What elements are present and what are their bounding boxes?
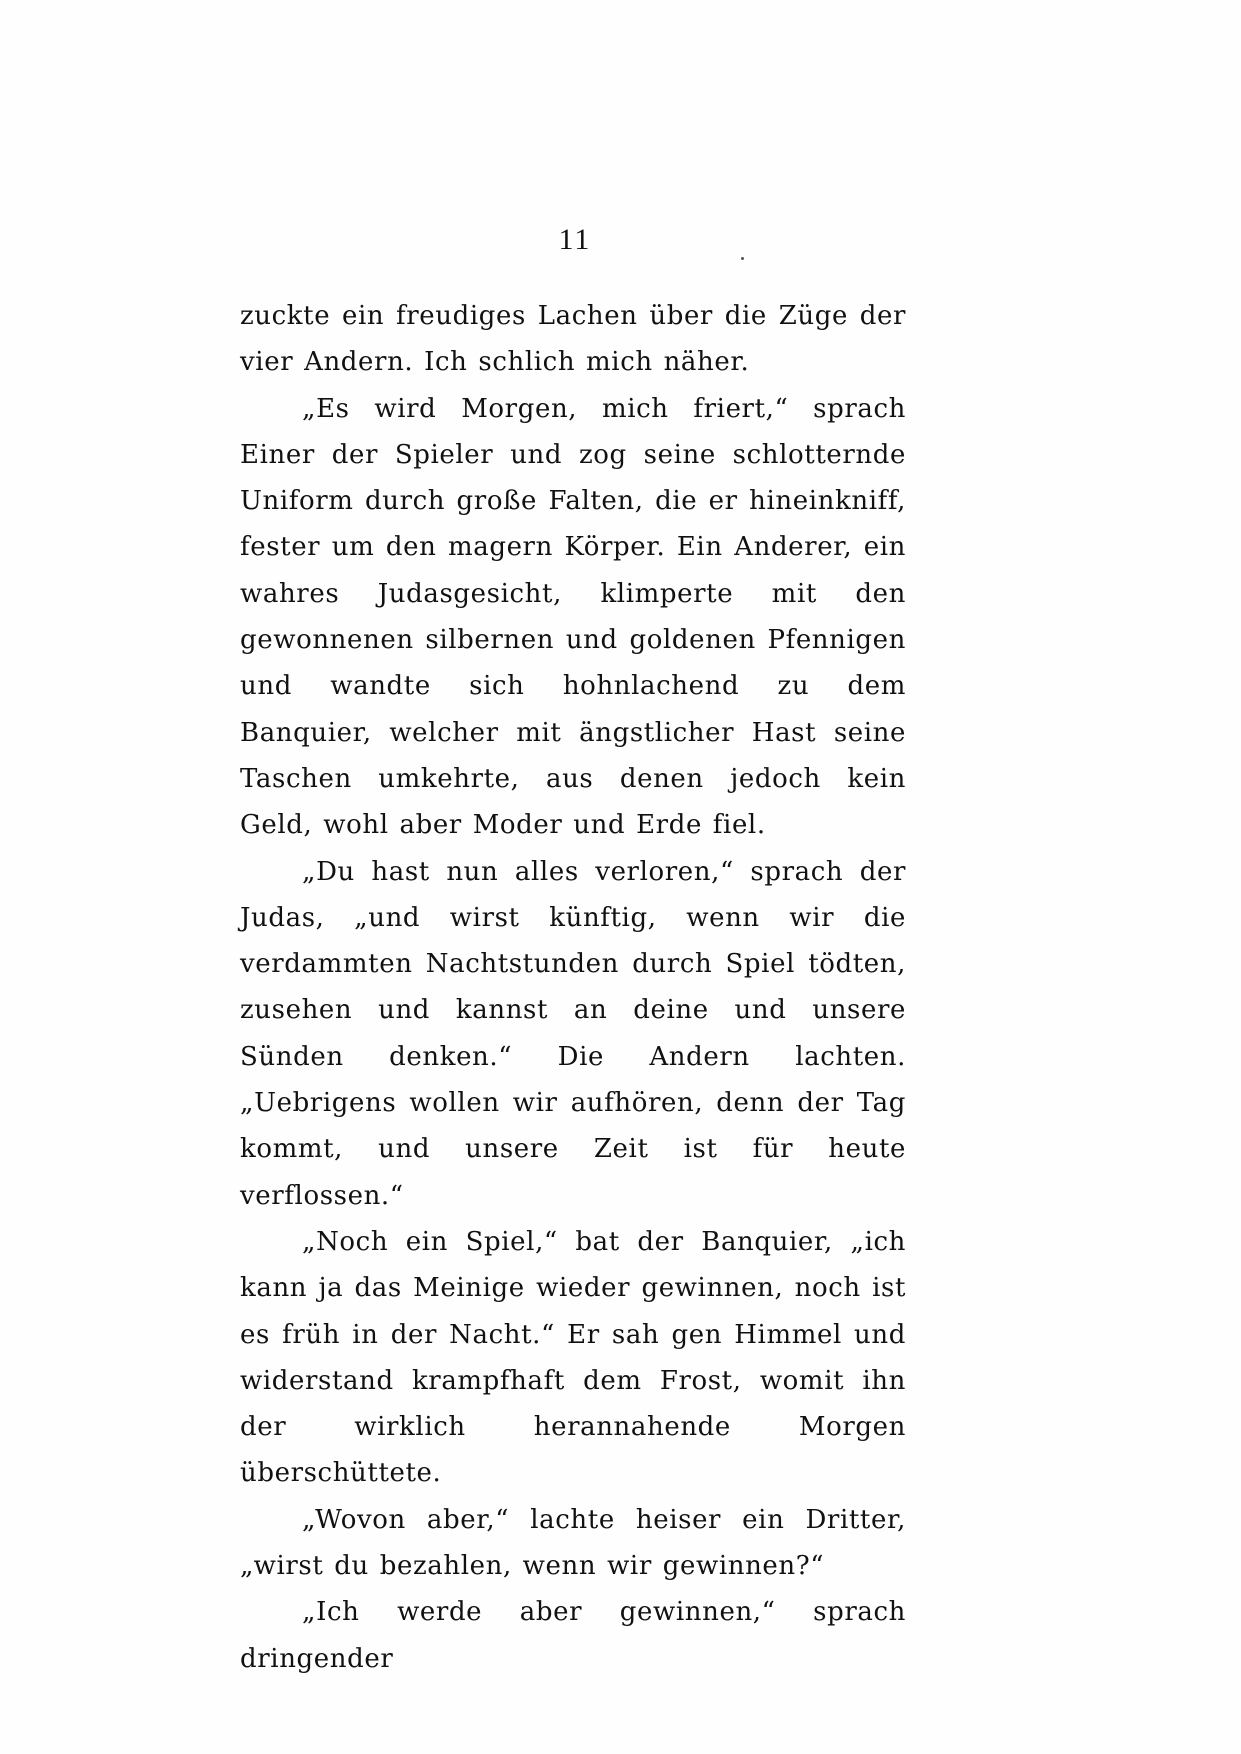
paragraph-2: „Es wird Morgen, mich friert,“ sprach Einer der Spieler und zog seine schlotternde Uniform durch große Falten, die er hineinkniff, fester um den magern Körper. Ein Anderer, ein wahres Judasgesicht, klimperte mit den gewonnenen silbernen und goldenen Pfennigen und wandte sich hohnlachend zu dem Banquier, welcher mit ängstlicher Hast seine Taschen umkehrte, aus denen jedoch kein Geld, wohl aber Moder und Erde fiel. — [240, 393, 906, 841]
paragraph-6: „Ich werde aber gewinnen,“ sprach dringender — [240, 1597, 906, 1674]
page-number: 11 — [558, 223, 592, 256]
paragraph-4: „Noch ein Spiel,“ bat der Banquier, „ich kann ja das Meinige wieder gewinnen, noch ist es früh in der Nacht.“ Er sah gen Himmel und widerstand krampfhaft dem Frost, womit ihn der wirklich herannahende Morgen überschüttete. — [240, 1226, 906, 1489]
print-speck — [741, 257, 744, 260]
paragraph-5: „Wovon aber,“ lachte heiser ein Dritter, „wirst du bezahlen, wenn wir gewinnen?“ — [240, 1504, 906, 1582]
paragraph-3: „Du hast nun alles verloren,“ sprach der Judas, „und wirst künftig, wenn wir die verdammten Nachtstunden durch Spiel tödten, zusehen und kannst an deine und unsere Sünden denken.“ Die Andern lachten. „Uebrigens wollen wir aufhören, denn der Tag kommt, und unsere Zeit ist für heute verflossen.“ — [240, 856, 906, 1211]
body-text — [240, 293, 906, 1682]
paragraph-1: zuckte ein freudiges Lachen über die Züge der vier Andern. Ich schlich mich näher. — [240, 301, 906, 378]
